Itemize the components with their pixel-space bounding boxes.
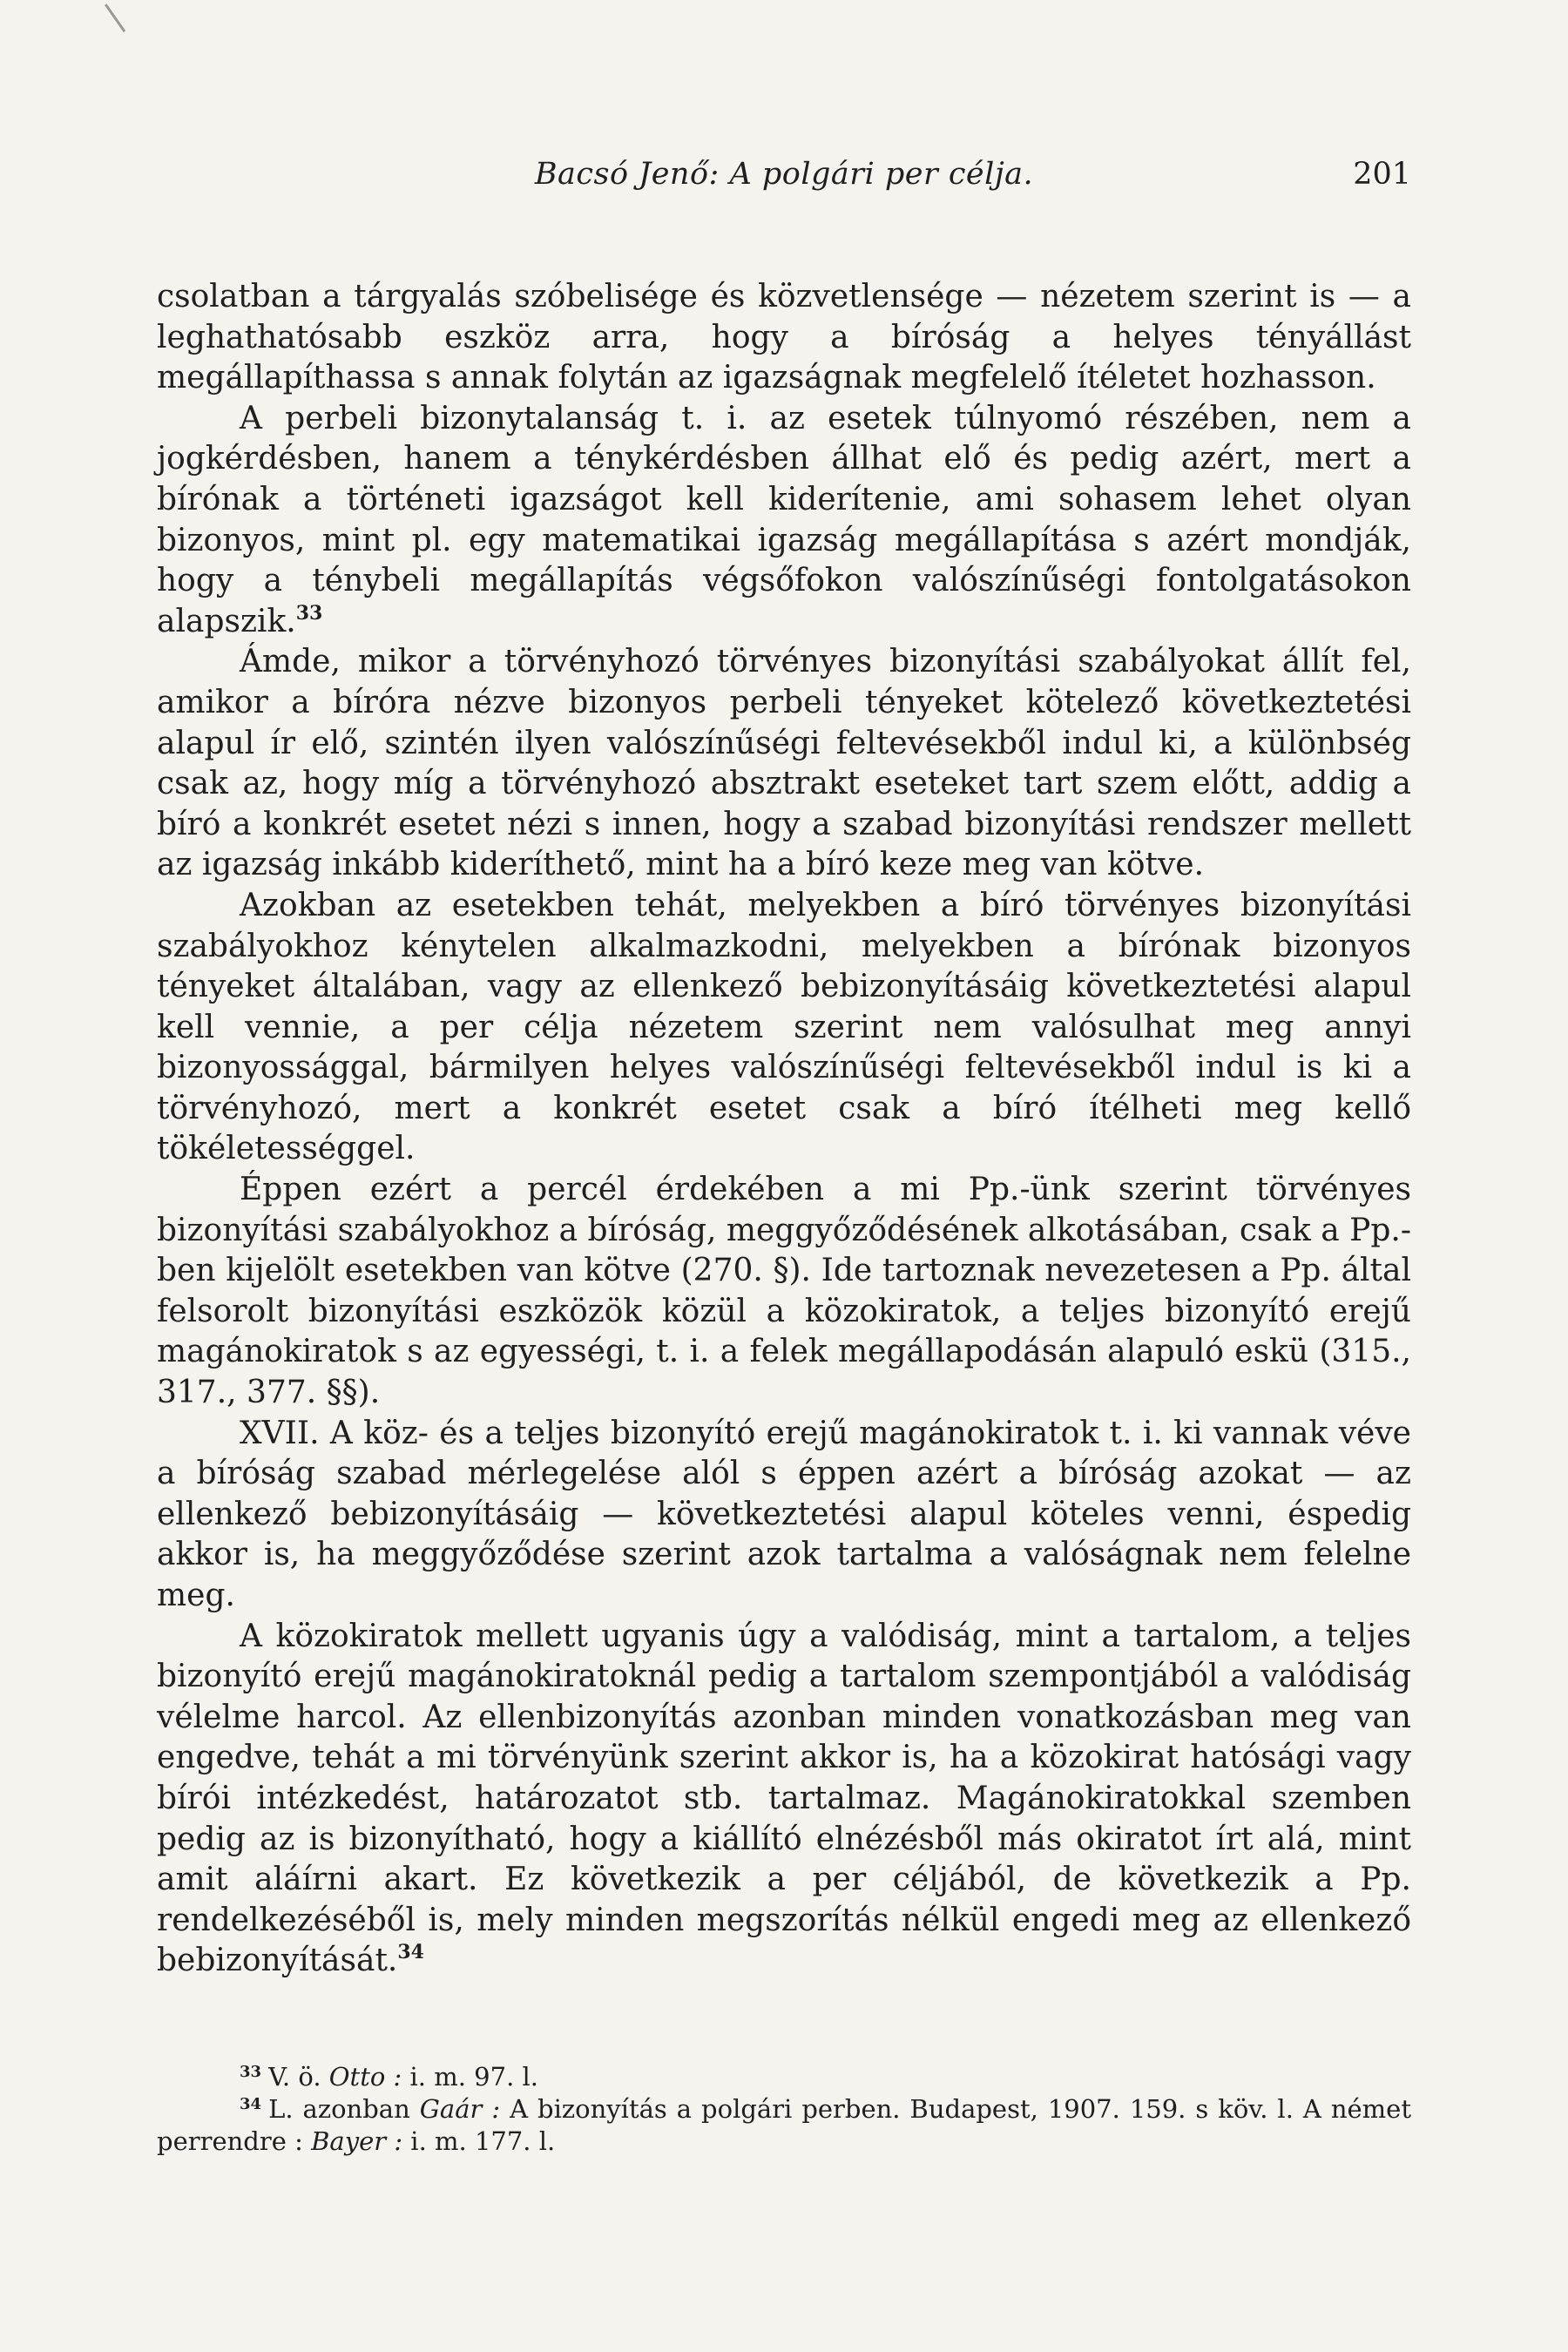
paragraph: A perbeli bizonytalanság t. i. az esetek túlnyomó részében, nem a jogkérdésben, hanem a ténykérdésben állhat elő és pedig azért, mert a bírónak a történeti igazságot kell kiderítenie, ami sohasem lehet olyan bizonyos, mint pl. egy matematikai igazság megállapítása s azért mondják, hogy a ténybeli megállapítás végsőfokon valószínűségi fontolgatásokon alapszik.$^{33}$ bbox=[157, 400, 1411, 639]
footnotes bbox=[157, 2061, 1411, 2158]
paragraph: A közokiratok mellett ugyanis úgy a valódiság, mint a tartalom, a teljes bizonyító erejű magánokiratoknál pedig a tartalom szempontjából a valódiság vélelme harcol. Az ellenbizonyítás azonban minden vonatkozásban meg van engedve, tehát a mi törvényünk szerint akkor is, ha a közokirat hatósági vagy bírói intézkedést, határozatot stb. tartalmaz. Magánokiratokkal szemben pedig az is bizonyítható, hogy a kiállító elnézésből más okiratot írt alá, mint amit aláírni akart. Ez következik a per céljából, de következik a Pp. rendelkezéséből is, mely minden megszorítás nélkül engedi meg az ellenkező bebizonyítását.$^{34}$ bbox=[157, 1618, 1411, 1979]
footnote-mark: 33 bbox=[240, 2063, 262, 2081]
paragraph: Azokban az esetekben tehát, melyekben a bíró törvényes bizonyítási szabályokhoz kénytelen alkalmazkodni, melyekben a bírónak bizonyos tényeket általában, vagy az ellenkező bebizonyításáig következtetési alapul kell vennie, a per célja nézetem szerint nem valósulhat meg annyi bizonyossággal, bármilyen helyes valószínűségi feltevésekből indul is ki a törvényhozó, mert a konkrét esetet csak a bíró ítélheti meg kellő tökéletességgel. bbox=[157, 887, 1411, 1167]
page-header bbox=[157, 157, 1411, 209]
paragraph: XVII. A köz- és a teljes bizonyító erejű magánokiratok t. i. ki vannak véve a bíróság szabad mérlegelése alól s éppen azért a bíróság azokat — az ellenkező bebizonyításáig — következtetési alapul köteles venni, éspedig akkor is, ha meggyőződése szerint azok tartalma a valóságnak nem felelne meg. bbox=[157, 1415, 1411, 1613]
scan-mark bbox=[105, 3, 125, 32]
paragraph: csolatban a tárgyalás szóbelisége és közvetlensége — nézetem szerint is — a leghathatósabb eszköz arra, hogy a bíróság a helyes tényállást megállapíthassa s annak folytán az igazságnak megfelelő ítéletet hozhasson. bbox=[157, 279, 1411, 396]
footnote-mark: 34 bbox=[240, 2095, 262, 2113]
paragraph: Éppen ezért a percél érdekében a mi Pp.-ünk szerint törvényes bizonyítási szabályokhoz a bíróság, meggyőződésének alkotásában, csak a Pp.-ben kijelölt esetekben van kötve (270. §). Ide tartoznak nevezetesen a Pp. által felsorolt bizonyítási eszközök közül a közokiratok, a teljes bizonyító erejű magánokiratok s az egyességi, t. i. a felek megállapodásán alapuló eskü (315., 317., 377. §§). bbox=[157, 1172, 1411, 1411]
footnote-ref: 34 bbox=[397, 1941, 424, 1964]
paragraph: Ámde, mikor a törvényhozó törvényes bizonyítási szabályokat állít fel, amikor a bíróra nézve bizonyos perbeli tényeket kötelező következtetési alapul ír elő, szintén ilyen valószínűségi feltevésekből indul ki, a különbség csak az, hogy míg a törvényhozó absztrakt eseteket tart szem előtt, addig a bíró a konkrét esetet nézi s innen, hogy a szabad bizonyítási rendszer mellett az igazság inkább kideríthető, mint ha a bíró keze meg van kötve. bbox=[157, 644, 1411, 883]
body-text bbox=[157, 277, 1411, 1982]
footnote-ref: 33 bbox=[295, 601, 323, 625]
page-number: 201 bbox=[1353, 157, 1411, 192]
running-title: Bacsó Jenő: A polgári per célja. bbox=[534, 157, 1034, 192]
footnote: $^{34}$ L. azonban Gaár : A bizonyítás a polgári perben. Budapest, 1907. 159. s köv. l. A német perrendre : Bayer : i. m. 177. l. bbox=[157, 2094, 1411, 2156]
footnote: $^{33}$ V. ö. Otto : i. m. 97. l. bbox=[240, 2062, 538, 2092]
